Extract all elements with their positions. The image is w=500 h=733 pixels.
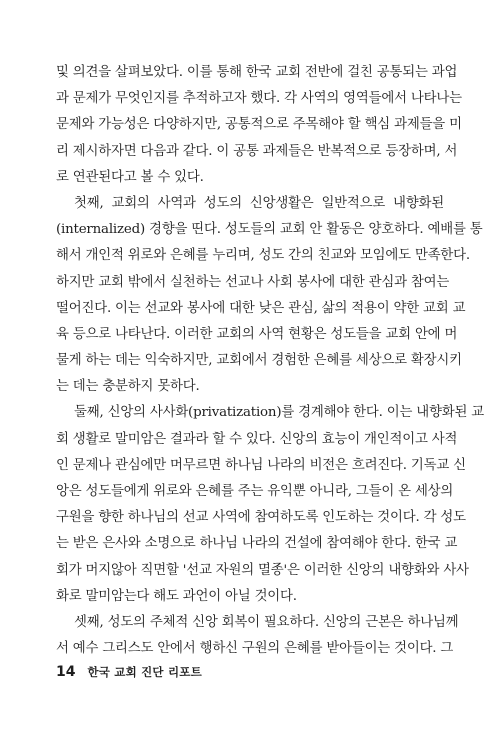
text-line: 셋째, 성도의 주체적 신앙 회복이 필요하다. 신앙의 근본은 하나님께 [74, 614, 459, 630]
page-number: 14 [56, 664, 76, 680]
text-line: 앙은 성도들에게 위로와 은혜를 주는 유익뿐 아니라, 그들이 온 세상의 [56, 484, 454, 499]
text-line: 하지만 교회 밖에서 실천하는 선교나 사회 봉사에 대한 관심과 참여는 [56, 274, 450, 290]
text-line: 인 문제나 관심에만 머무르면 하나님 나라의 비전은 흐려진다. 기독교 신 [56, 457, 466, 473]
text-line: 떨어진다. 이는 선교와 봉사에 대한 낮은 관심, 삶의 적용이 약한 교회 교 [56, 300, 466, 316]
text-line: 둘째, 신앙의 사사화(privatization)를 경계해야 한다. 이는 내향화된 교 [74, 405, 484, 421]
text-line: 과 문제가 무엇인지를 추적하고자 했다. 각 사역의 영역들에서 나타나는 [56, 91, 462, 107]
text-line: (internalized) 경향을 띤다. 성도들의 교회 안 활동은 양호하다. 예배를 통 [56, 222, 483, 238]
paragraph [56, 191, 483, 401]
text-line: 해서 개인적 위로와 은혜를 누리며, 성도 간의 친교와 모임에도 만족한다. [56, 248, 470, 264]
text-line: 문제와 가능성은 다양하지만, 공통적으로 주목해야 할 핵심 과제들을 미 [56, 117, 462, 133]
body-text [56, 60, 484, 662]
text-line: 서 예수 그리스도 안에서 행하신 구원의 은혜를 받아들이는 것이다. 그 [56, 641, 454, 657]
text-line: 는 받은 은사와 소명으로 하나님 나라의 건설에 참여해야 한다. 한국 교 [56, 536, 458, 552]
text-line: 및 의견을 살펴보았다. 이를 통해 한국 교회 전반에 걸친 공통되는 과업 [56, 65, 458, 80]
text-line: 로 연관된다고 볼 수 있다. [56, 169, 204, 185]
paragraph [56, 400, 484, 610]
text-line: 육 등으로 나타난다. 이러한 교회의 사역 현황은 성도들을 교회 안에 머 [56, 326, 458, 342]
text-line: 는 데는 충분하지 못하다. [56, 379, 200, 395]
text-line: 회가 머지않아 직면할 '선교 자원의 멸종'은 이러한 신앙의 내향화와 사사 [56, 562, 469, 578]
page-footer [56, 664, 202, 684]
text-line: 리 제시하자면 다음과 같다. 이 공통 과제들은 반복적으로 등장하며, 서 [56, 143, 458, 159]
text-line: 물게 하는 데는 익숙하지만, 교회에서 경험한 은혜를 세상으로 확장시키 [56, 353, 462, 369]
text-line: 회 생활로 말미암은 결과라 할 수 있다. 신앙의 효능이 개인적이고 사적 [56, 431, 458, 447]
text-line: 화로 말미암는다 해도 과언이 아닐 것이다. [56, 588, 297, 604]
text-line: 구원을 향한 하나님의 선교 사역에 참여하도록 인도하는 것이다. 각 성도 [56, 510, 466, 526]
paragraph [56, 60, 462, 191]
paragraph [56, 610, 459, 662]
running-title: 한국 교회 진단 리포트 [87, 665, 202, 679]
text-line: 첫째, 교회의 사역과 성도의 신앙생활은 일반적으로 내향화된 [74, 195, 444, 211]
